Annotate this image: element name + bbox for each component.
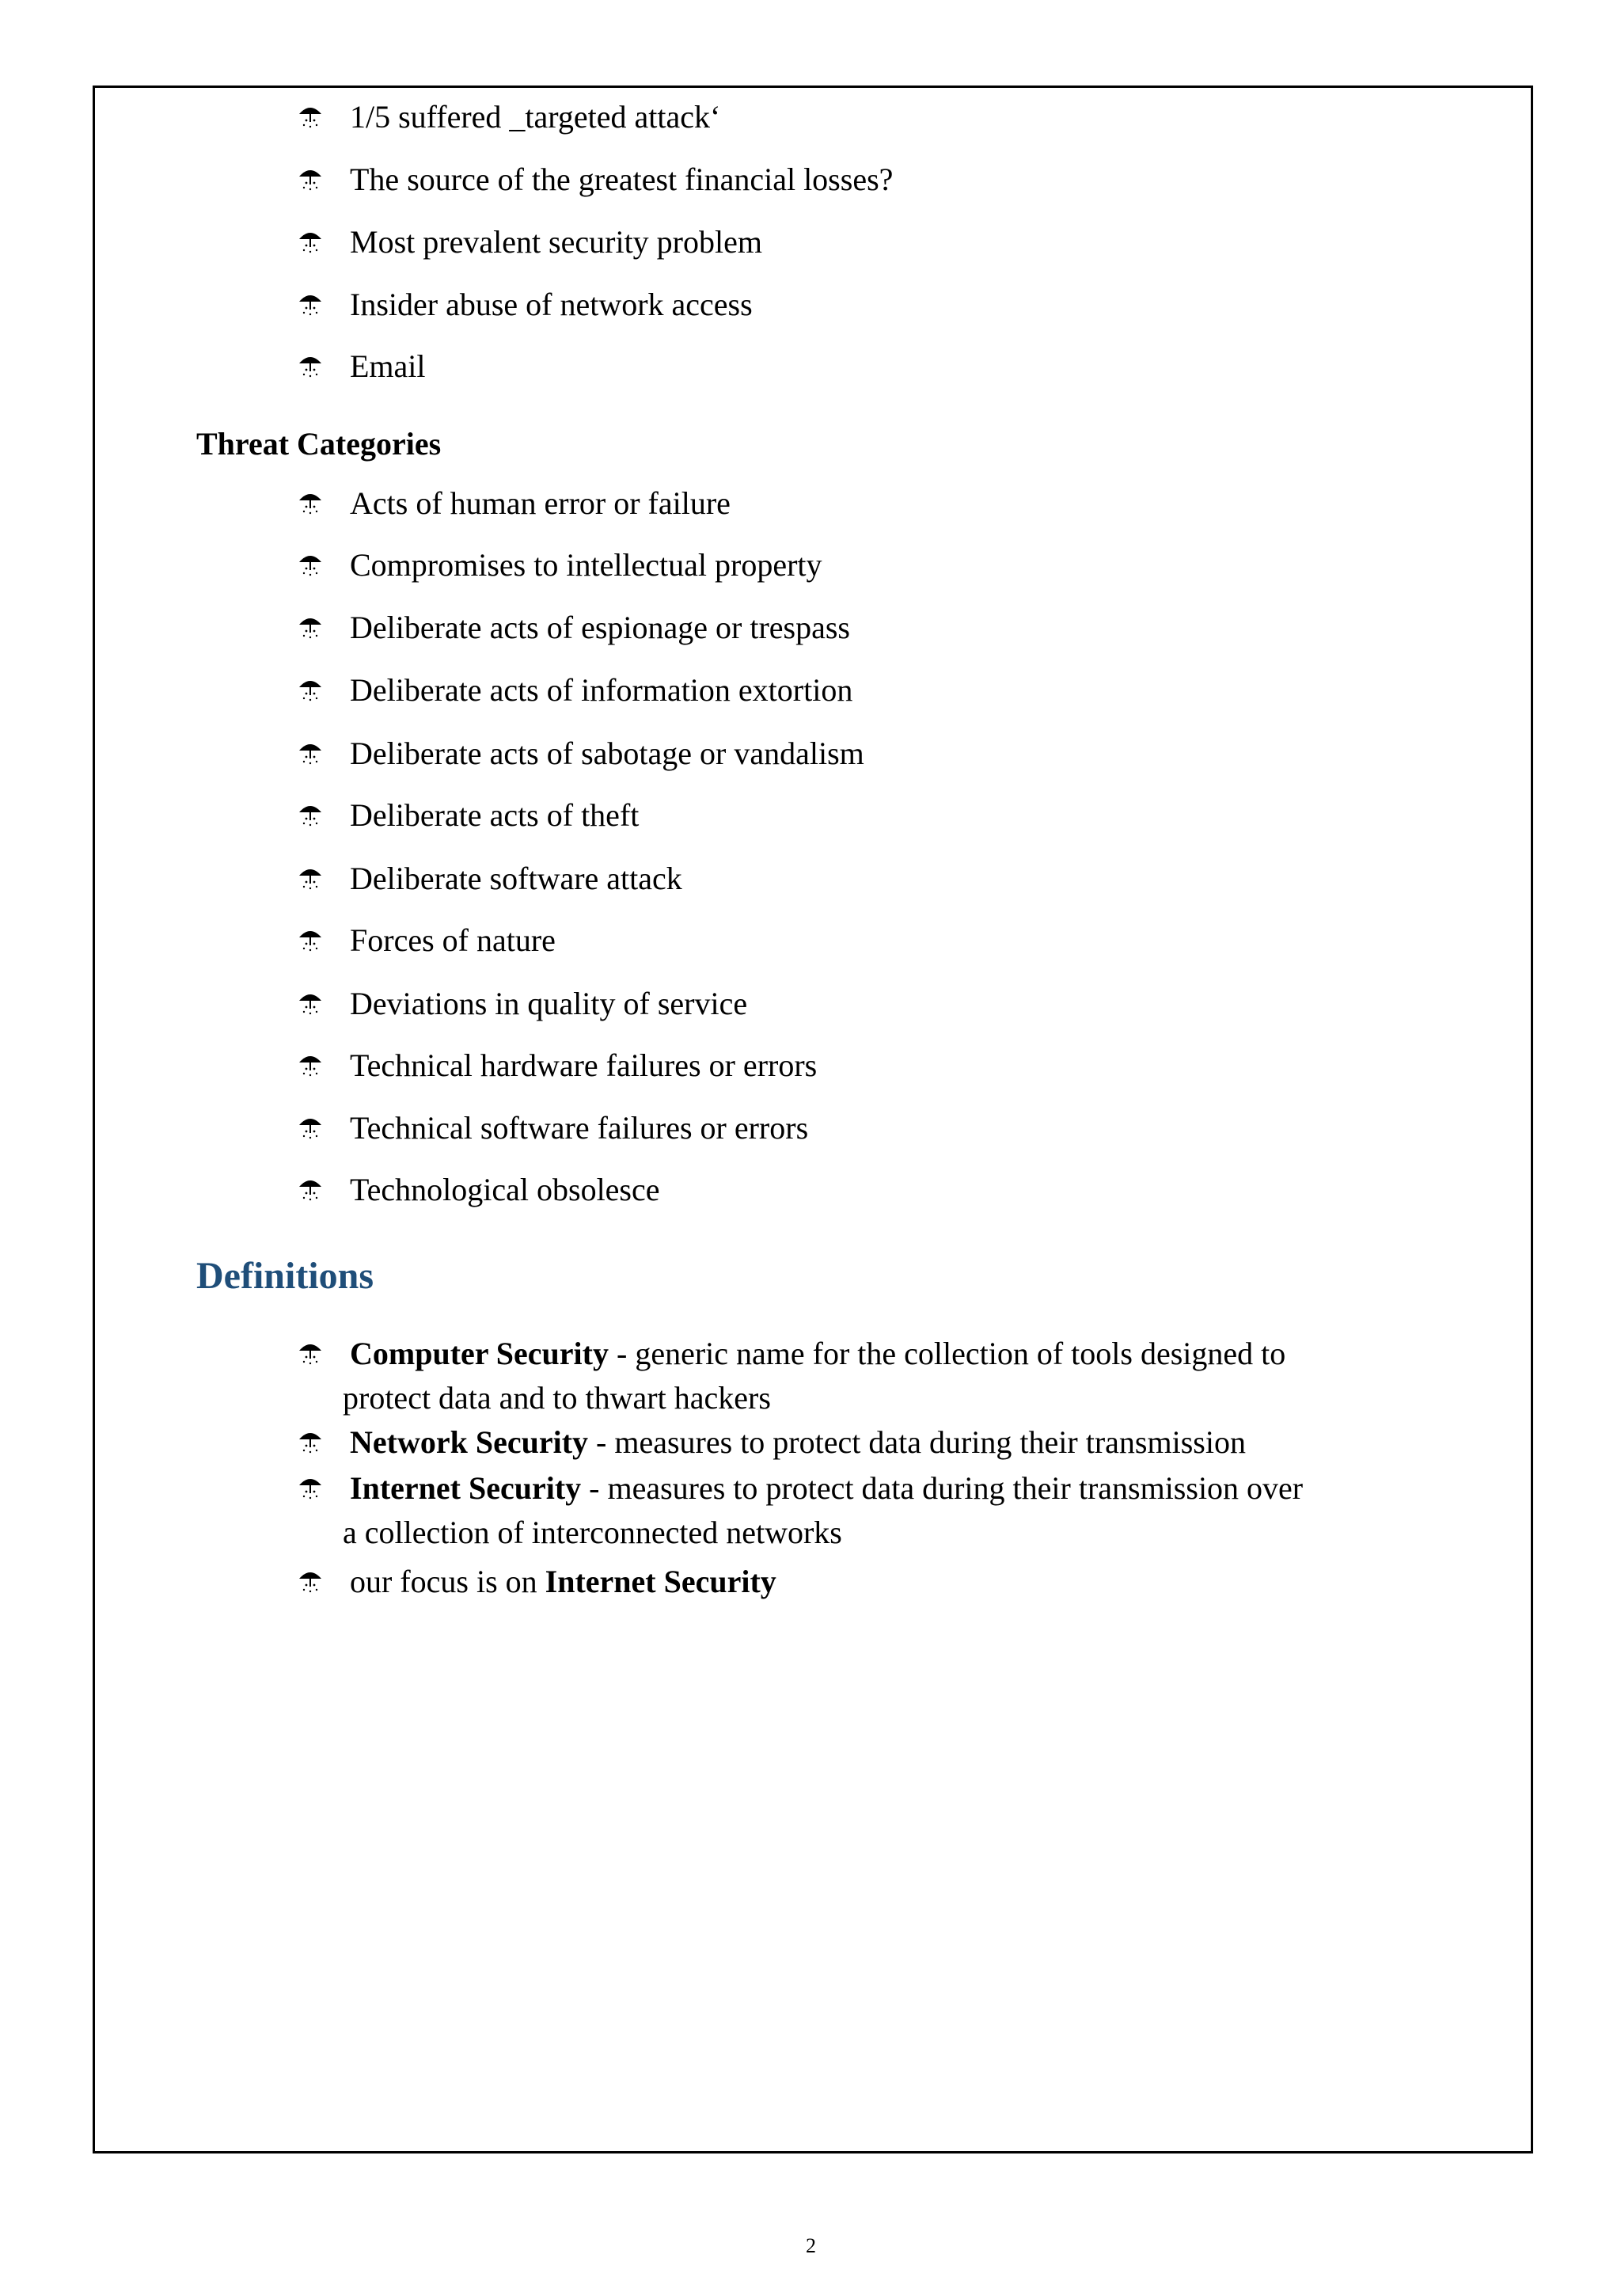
umbrella-icon xyxy=(298,489,323,518)
focus-prefix: our focus is on xyxy=(350,1564,545,1599)
umbrella-icon xyxy=(298,1340,323,1368)
definition-line xyxy=(350,1332,1285,1376)
list-item-text: Deviations in quality of service xyxy=(350,986,748,1021)
list-item-text: Technical software failures or errors xyxy=(350,1110,809,1146)
list-item-text: Technical hardware failures or errors xyxy=(350,1047,818,1083)
list-item-text: Acts of human error or failure xyxy=(350,485,731,521)
umbrella-icon xyxy=(298,1114,323,1142)
umbrella-icon xyxy=(298,352,323,381)
umbrella-icon xyxy=(298,990,323,1018)
definition-term: Internet Security xyxy=(350,1470,582,1506)
umbrella-icon xyxy=(298,926,323,955)
definition-text: - generic name for the collection of tools designed to xyxy=(609,1336,1286,1371)
definitions-heading: Definitions xyxy=(196,1255,374,1297)
list-item-text: Deliberate acts of theft xyxy=(350,797,640,833)
definition-text: - measures to protect data during their transmission xyxy=(588,1424,1246,1460)
list-item-text: 1/5 suffered _targeted attack‘ xyxy=(350,99,721,135)
focus-term: Internet Security xyxy=(545,1564,776,1599)
definition-line xyxy=(350,1466,1303,1511)
list-item-text: Compromises to intellectual property xyxy=(350,547,822,583)
definition-text: - measures to protect data during their transmission over xyxy=(581,1470,1304,1506)
list-item-text: The source of the greatest financial losses? xyxy=(350,162,894,197)
umbrella-icon xyxy=(298,103,323,131)
list-item-text: Most prevalent security problem xyxy=(350,224,762,260)
list-item-text: Forces of nature xyxy=(350,922,556,958)
umbrella-icon xyxy=(298,801,323,830)
threat-categories-heading: Threat Categories xyxy=(196,426,442,462)
umbrella-icon xyxy=(298,165,323,194)
definition-line xyxy=(350,1420,1246,1465)
list-item-text: Deliberate software attack xyxy=(350,861,682,896)
definition-continuation: a collection of interconnected networks xyxy=(343,1515,842,1550)
umbrella-icon xyxy=(298,1428,323,1457)
list-item-text: Deliberate acts of sabotage or vandalism xyxy=(350,736,864,771)
umbrella-icon xyxy=(298,291,323,319)
definition-term: Network Security xyxy=(350,1424,589,1460)
umbrella-icon xyxy=(298,1474,323,1503)
definition-term: Computer Security xyxy=(350,1336,609,1371)
list-item-text: Deliberate acts of espionage or trespass xyxy=(350,610,850,645)
umbrella-icon xyxy=(298,676,323,705)
umbrella-icon xyxy=(298,551,323,580)
definition-continuation: protect data and to thwart hackers xyxy=(343,1380,771,1416)
page-number: 2 xyxy=(806,2234,816,2257)
umbrella-icon xyxy=(298,1176,323,1204)
list-item-text: Deliberate acts of information extortion xyxy=(350,672,853,708)
umbrella-icon xyxy=(298,739,323,768)
umbrella-icon xyxy=(298,865,323,893)
umbrella-icon xyxy=(298,228,323,257)
umbrella-icon xyxy=(298,1051,323,1080)
list-item-text: Email xyxy=(350,348,426,384)
umbrella-icon xyxy=(298,614,323,642)
list-item-text: Insider abuse of network access xyxy=(350,287,753,322)
focus-line xyxy=(350,1560,776,1604)
umbrella-icon xyxy=(298,1568,323,1596)
list-item-text: Technological obsolesce xyxy=(350,1172,660,1207)
